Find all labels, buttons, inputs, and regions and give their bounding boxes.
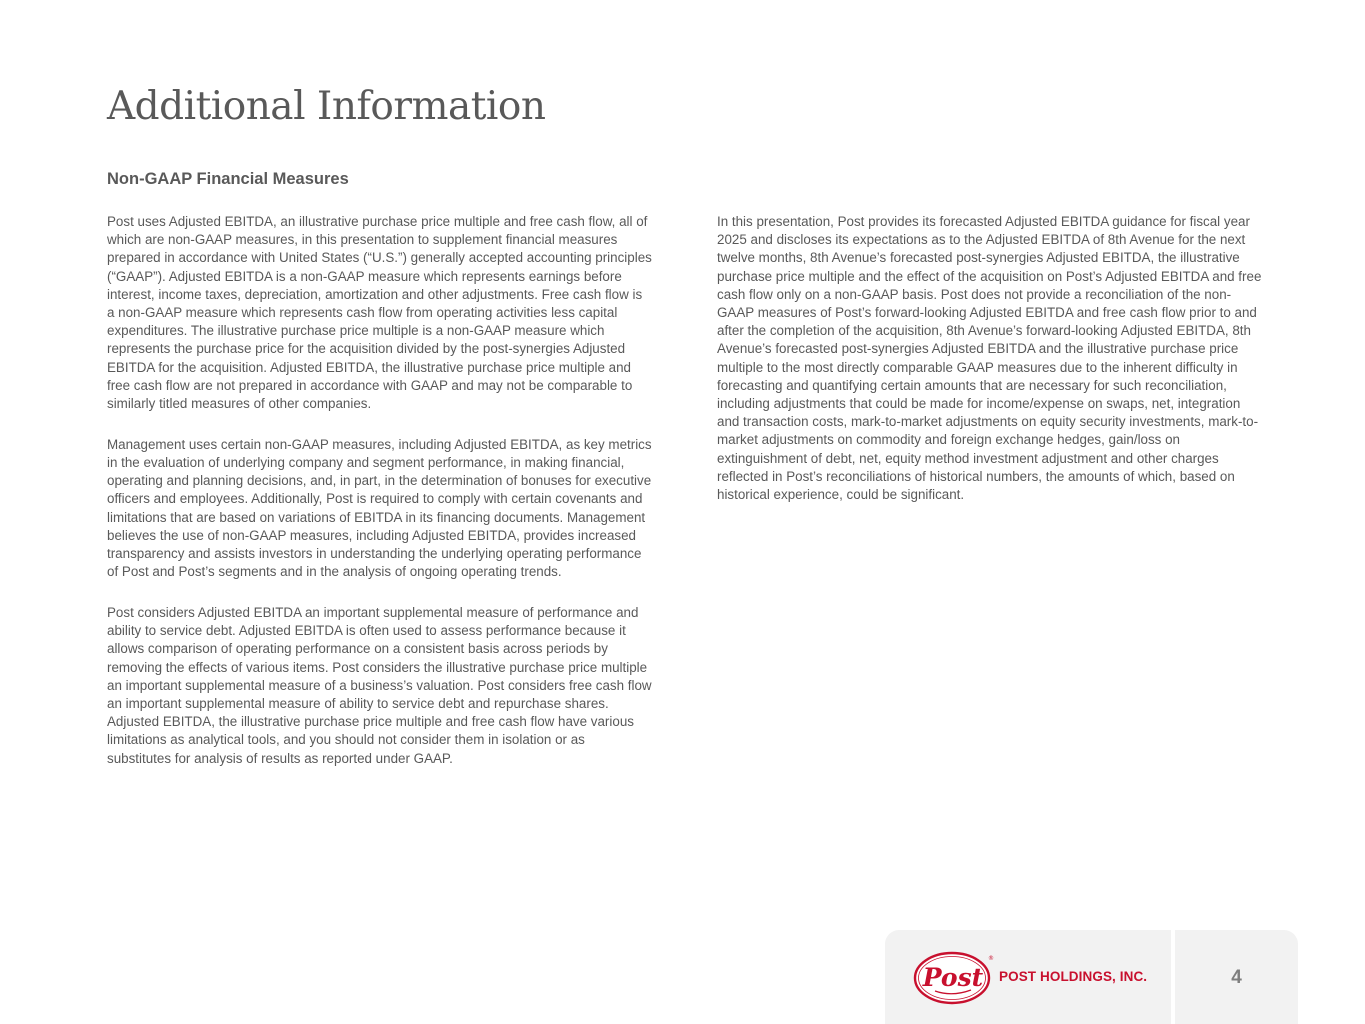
- page-title: Additional Information: [107, 84, 546, 129]
- logo-text: Post: [922, 963, 984, 992]
- paragraph: Post uses Adjusted EBITDA, an illustrative purchase price multiple and free cash flow, all of which are non-GAAP measures, in this presentation to supplement financial measures prepared in accordance with United States (“U.S.”) generally accepted accounting principles (“GAAP”). Adjusted EBITDA is a non-GAAP measure which represents earnings before interest, income taxes, depreciation, amortization and other adjustments. Free cash flow is a non-GAAP measure which represents cash flow from operating activities less capital expenditures. The illustrative purchase price multiple is a non-GAAP measure which represents the purchase price for the acquisition divided by the post-synergies Adjusted EBITDA for the acquisition. Adjusted EBITDA, the illustrative purchase price multiple and free cash flow are not prepared in accordance with GAAP and may not be comparable to similarly titled measures of other companies.: [107, 214, 652, 412]
- page-number: 4: [1231, 967, 1242, 988]
- paragraph: In this presentation, Post provides its forecasted Adjusted EBITDA guidance for fiscal year 2025 and discloses its expectations as to the Adjusted EBITDA of 8th Avenue for the next twelve months, 8th Avenue’s forecasted post-synergies Adjusted EBITDA, the illustrative purchase price multiple and the effect of the acquisition on Post’s Adjusted EBITDA and free cash flow only on a non-GAAP basis. Post does not provide a reconciliation of the non-GAAP measures of Post’s forward-looking Adjusted EBITDA and free cash flow prior to and after the completion of the acquisition, 8th Avenue’s forward-looking Adjusted EBITDA, 8th Avenue’s forecasted post-synergies Adjusted EBITDA and the illustrative purchase price multiple to the most directly comparable GAAP measures due to the inherent difficulty in forecasting and quantifying certain amounts that are necessary for such reconciliation, including adjustments that could be made for income/expense on swaps, net, integration and transaction costs, mark-to-market adjustments on equity security investments, mark-to-market adjustments on commodity and foreign exchange hedges, gain/loss on extinguishment of debt, net, equity method investment adjustment and other charges reflected in Post’s reconciliations of historical numbers, the amounts of which, based on historical experience, could be significant.: [717, 214, 1262, 503]
- post-logo-icon: [913, 950, 993, 1006]
- paragraph: Management uses certain non-GAAP measures, including Adjusted EBITDA, as key metrics in the evaluation of underlying company and segment performance, in making financial, operating and planning decisions, and, in part, in the determination of bonuses for executive officers and employees. Additionally, Post is required to comply with certain covenants and limitations that are based on variations of EBITDA in its financing documents. Management believes the use of non-GAAP measures, including Adjusted EBITDA, provides increased transparency and assists investors in understanding the underlying operating performance of Post and Post’s segments and in the analysis of ongoing operating trends.: [107, 436, 652, 580]
- section-subtitle: Non-GAAP Financial Measures: [107, 170, 349, 188]
- company-name: POST HOLDINGS, INC.: [999, 969, 1148, 984]
- paragraph: Post considers Adjusted EBITDA an important supplemental measure of performance and ability to service debt. Adjusted EBITDA is often used to assess performance because it allows comparison of operating performance on a consistent basis across periods by removing the effects of various items. Post considers the illustrative purchase price multiple an important supplemental measure of a business’s valuation. Post considers free cash flow an important supplemental measure of ability to service debt and repurchase shares. Adjusted EBITDA, the illustrative purchase price multiple and free cash flow have various limitations as analytical tools, and you should not consider them in isolation or as substitutes for analysis of results as reported under GAAP.: [107, 605, 652, 766]
- registered-mark: ®: [988, 955, 994, 962]
- left-column: [107, 213, 652, 790]
- right-column: [717, 213, 1262, 527]
